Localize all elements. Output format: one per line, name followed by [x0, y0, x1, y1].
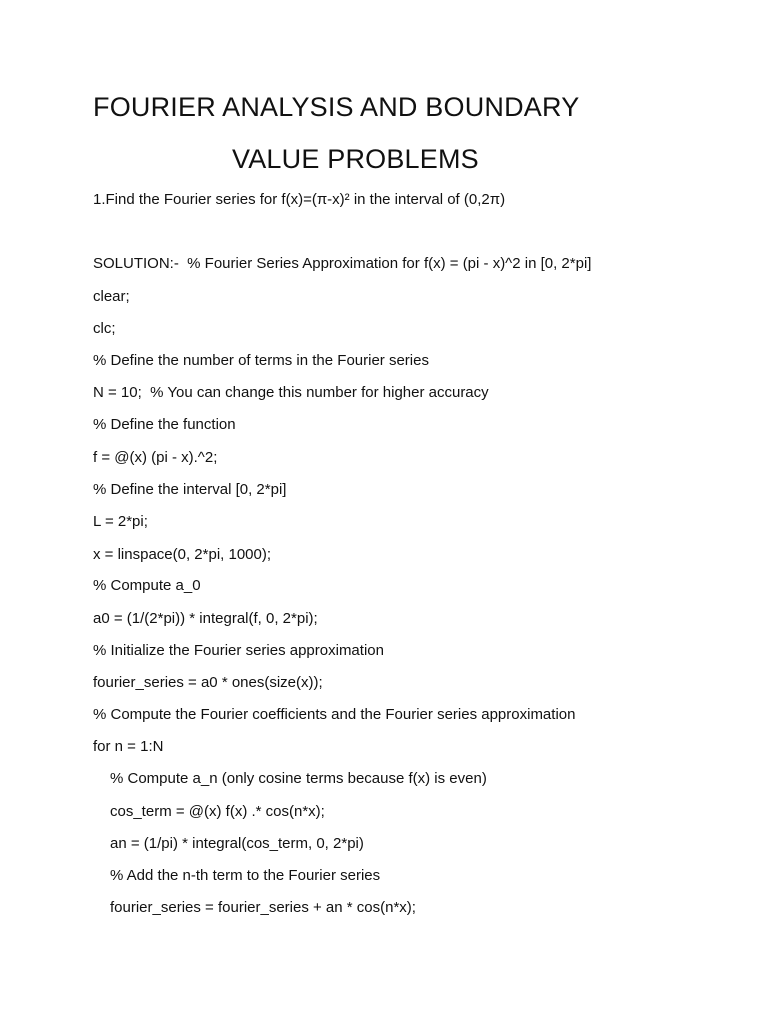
document-title-line-2: VALUE PROBLEMS [232, 144, 479, 174]
code-comment-line: % Initialize the Fourier series approximation [93, 642, 384, 659]
code-line: N = 10; % You can change this number for higher accuracy [93, 384, 489, 401]
code-line: a0 = (1/(2*pi)) * integral(f, 0, 2*pi); [93, 610, 318, 627]
code-line: for n = 1:N [93, 738, 164, 755]
code-line: L = 2*pi; [93, 513, 148, 530]
code-comment-line: % Define the interval [0, 2*pi] [93, 481, 287, 498]
code-line: f = @(x) (pi - x).^2; [93, 449, 218, 466]
code-line: an = (1/pi) * integral(cos_term, 0, 2*pi) [110, 835, 364, 852]
code-comment-line: % Add the n-th term to the Fourier series [110, 867, 381, 884]
code-line: x = linspace(0, 2*pi, 1000); [93, 546, 272, 563]
code-line: clc; [93, 320, 116, 337]
code-comment-line: % Define the number of terms in the Fourier series [93, 352, 429, 369]
code-line: fourier_series = fourier_series + an * cos(n*x); [110, 899, 416, 916]
code-comment-line: % Define the function [93, 416, 236, 433]
code-comment-line: % Compute the Fourier coefficients and the Fourier series approximation [93, 706, 576, 723]
document-title-line-1: FOURIER ANALYSIS AND BOUNDARY [93, 92, 580, 122]
solution-line: SOLUTION:- % Fourier Series Approximation for f(x) = (pi - x)^2 in [0, 2*pi] [93, 255, 592, 272]
code-comment-line: % Compute a_n (only cosine terms because f(x) is even) [110, 770, 487, 787]
code-line: fourier_series = a0 * ones(size(x)); [93, 674, 323, 691]
code-comment-line: % Compute a_0 [93, 577, 201, 594]
code-line: clear; [93, 288, 130, 305]
code-line: cos_term = @(x) f(x) .* cos(n*x); [110, 803, 325, 820]
question-text: 1.Find the Fourier series for f(x)=(π-x)² in the interval of (0,2π) [93, 191, 506, 208]
